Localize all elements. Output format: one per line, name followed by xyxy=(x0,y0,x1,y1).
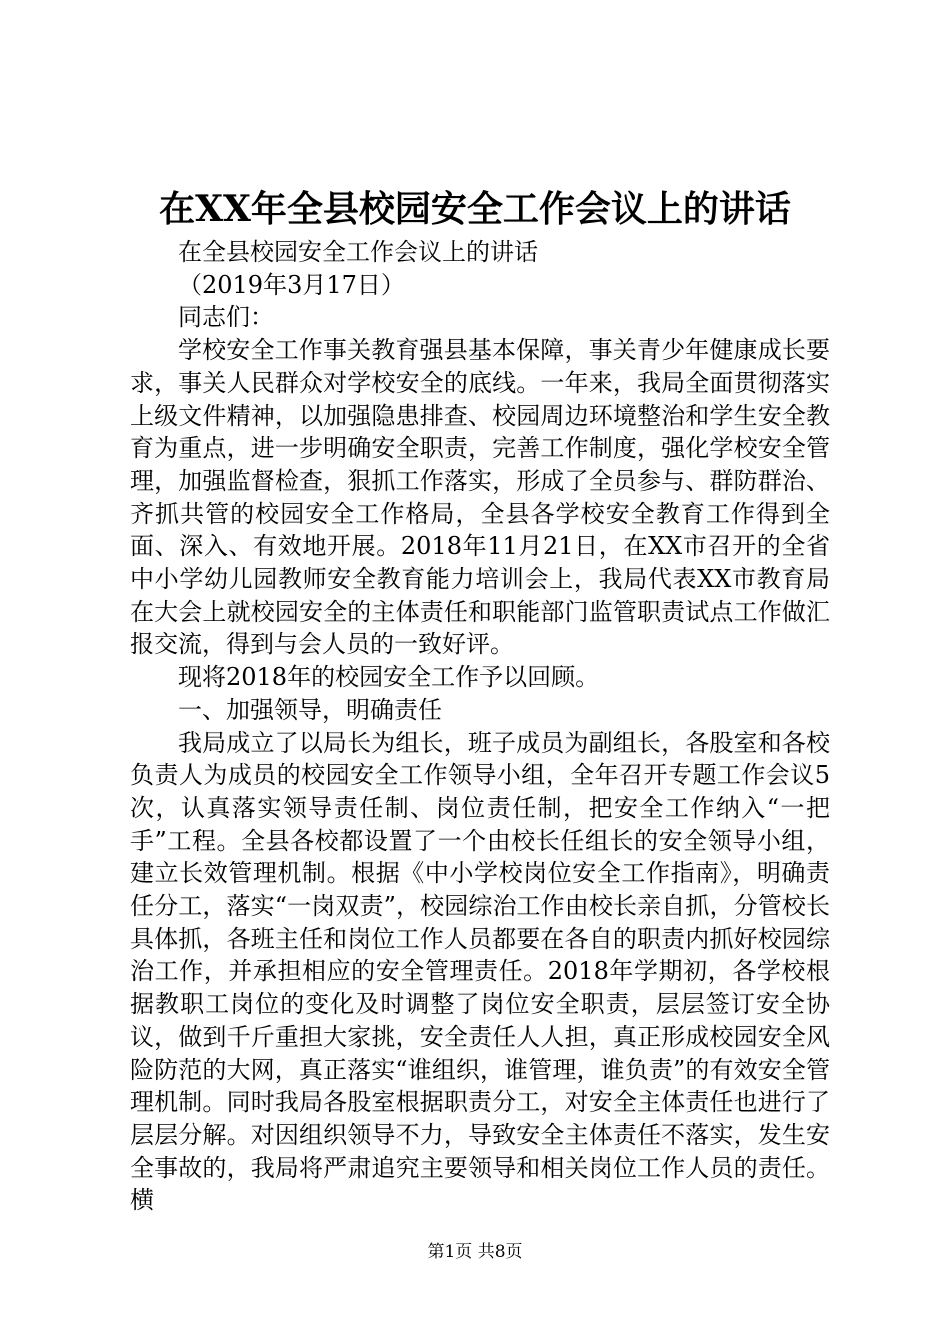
paragraph-leadership: 我局成立了以局长为组长，班子成员为副组长，各股室和各校负责人为成员的校园安全工作领导小组，全年召开专题工作会议5次，认真落实领导责任制、岗位责任制，把安全工作纳入“一把手”工程。全县各校都设置了一个由校长任组长的安全领导小组，建立长效管理机制。根据《中小学校岗位安全工作指南》，明确责任分工，落实“一岗双责”，校园综治工作由校长亲自抓，分管校长具体抓，各班主任和岗位工作人员都要在各自的职责内抓好校园综治工作，并承担相应的安全管理责任。2018年学期初，各学校根据教职工岗位的变化及时调整了岗位安全职责，层层签订安全协议，做到千斤重担大家挑，安全责任人人担，真正形成校园安全风险防范的大网，真正落实“谁组织，谁管理，谁负责”的有效安全管理机制。同时我局各股室根据职责分工，对安全主体责任也进行了层层分解。对因组织领导不力，导致安全主体责任不落实，发生安全事故的，我局将严肃追究主要领导和相关岗位工作人员的责任。横 xyxy=(130,728,830,1215)
document-body xyxy=(130,236,830,1217)
speech-subtitle: 在全县校园安全工作会议上的讲话 xyxy=(178,238,538,266)
paragraph-review: 现将2018年的校园安全工作予以回顾。 xyxy=(178,663,600,692)
paragraph-intro: 学校安全工作事关教育强县基本保障，事关青少年健康成长要求，事关人民群众对学校安全的底线。一年来，我局全面贯彻落实上级文件精神，以加强隐患排查、校园周边环境整治和学生安全教育为重点，进一步明确安全职责，完善工作制度，强化学校安全管理，加强监督检查，狠抓工作落实，形成了全员参与、群防群治、齐抓共管的校园安全工作格局，全县各学校安全教育工作得到全面、深入、有效地开展。2018年11月21日，在XX市召开的全省中小学幼儿园教师安全教育能力培训会上，我局代表XX市教育局在大会上就校园安全的主体责任和职能部门监管职责试点工作做汇报交流，得到与会人员的一致好评。 xyxy=(130,336,830,659)
speech-date: （2019年3月17日） xyxy=(178,270,405,299)
salutation: 同志们： xyxy=(178,303,274,332)
section-heading-1: 一、加强领导，明确责任 xyxy=(178,695,442,724)
page-footer: 第1页 共8页 xyxy=(427,1242,523,1262)
document-title: 在XX年全县校园安全工作会议上的讲话 xyxy=(159,188,791,230)
